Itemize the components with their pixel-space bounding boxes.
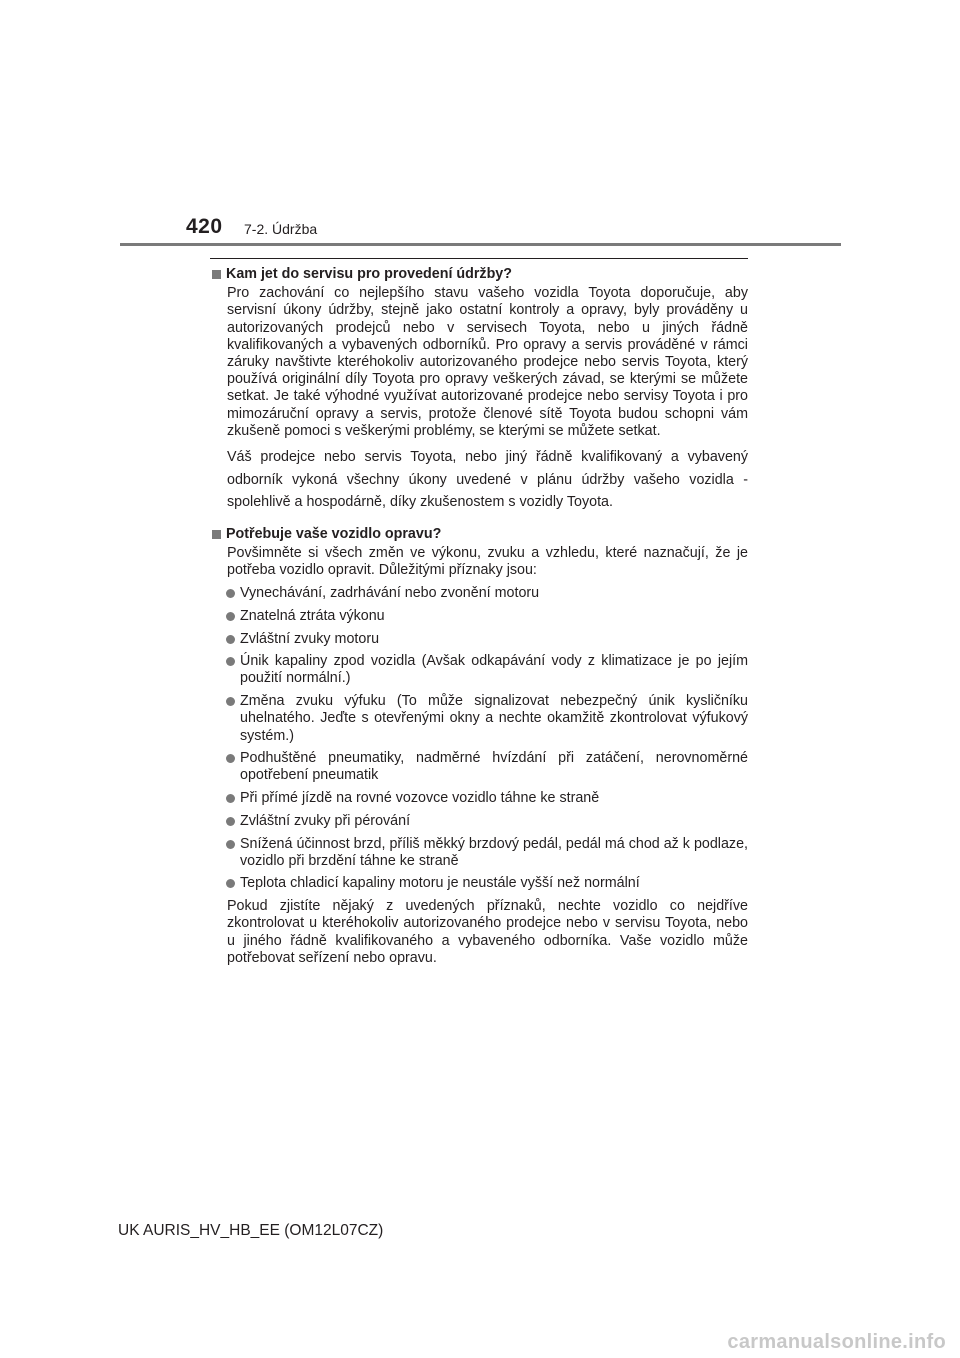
- list-item: Zvláštní zvuky při pérování: [210, 813, 748, 830]
- round-bullet-icon: [226, 794, 235, 803]
- section-heading: [210, 266, 748, 283]
- list-item: Podhuštěné pneumatiky, nadměrné hvízdání při zatáčení, nerovnoměrné opotřebení pneumatik: [210, 750, 748, 784]
- round-bullet-icon: [226, 754, 235, 763]
- round-bullet-icon: [226, 635, 235, 644]
- list-item: Vynechávání, zadrhávání nebo zvonění motoru: [210, 585, 748, 602]
- paragraph: Váš prodejce nebo servis Toyota, nebo jiný řádně kvalifikovaný a vybavený odborník vykoná všechny úkony uvedené v plánu údržby vašeho vozidla - spolehlivě a hospodárně, díky zkušenostem s vozidly Toyota.: [227, 449, 748, 511]
- round-bullet-icon: [226, 697, 235, 706]
- round-bullet-icon: [226, 817, 235, 826]
- section-heading: [210, 526, 748, 543]
- paragraph: Pokud zjistíte nějaký z uvedených příznaků, nechte vozidlo co nejdříve zkontrolovat u kteréhokoliv autorizovaného prodejce nebo v servisu Toyota, nebo u jiného řádně kvalifikovaného a vybaveného odborníka. Vaše vozidlo může potřebovat seřízení nebo opravu.: [227, 898, 748, 966]
- list-item: Únik kapaliny zpod vozidla (Avšak odkapávání vody z klimatizace je po jejím použití normální.): [210, 653, 748, 687]
- section-heading-text: Kam jet do servisu pro provedení údržby?: [226, 266, 512, 282]
- page-number: 420: [186, 215, 223, 238]
- round-bullet-icon: [226, 840, 235, 849]
- section-heading-text: Potřebuje vaše vozidlo opravu?: [226, 525, 442, 542]
- symptom-list: [210, 585, 748, 893]
- square-bullet-icon: [212, 530, 221, 539]
- paragraph: Povšimněte si všech změn ve výkonu, zvuku a vzhledu, které naznačují, že je potřeba vozidlo opravit. Důležitými příznaky jsou:: [227, 544, 748, 578]
- page-content: [210, 266, 748, 973]
- list-item: Změna zvuku výfuku (To může signalizovat nebezpečný únik kysličníku uhelnatého. Jeďte s otevřenými okny a nechte okamžitě zkontrolovat výfukový systém.): [210, 693, 748, 745]
- section-title: 7-2. Údržba: [244, 221, 318, 237]
- square-bullet-icon: [212, 270, 221, 279]
- content-top-rule: [210, 258, 748, 259]
- round-bullet-icon: [226, 879, 235, 888]
- list-item: Snížená účinnost brzd, příliš měkký brzdový pedál, pedál má chod až k podlaze, vozidlo při brzdění táhne ke straně: [210, 836, 748, 870]
- paragraph: Pro zachování co nejlepšího stavu vašeho vozidla Toyota doporučuje, aby servisní úkony údržby, stejně jako ostatní kontroly a opravy, byly prováděny u autorizovaných prodejců nebo v servisech Toyota, nebo u jiných řádně kvalifikovaných a vybavených odborníků. Pro opravy a servis prováděné v rámci záruky navštivte kteréhokoliv autorizovaného prodejce nebo servis Toyota, který používá originální díly Toyota pro opravy veškerých závad, se kterými se můžete setkat. Je také výhodné využívat autorizované prodejce nebo servisy Toyota i pro mimozáruční opravy a servis, protože členové sítě Toyota budou schopni vám zkušeně pomoci s veškerými problémy, se kterými se můžete setkat.: [227, 285, 748, 439]
- list-item: Znatelná ztráta výkonu: [210, 608, 748, 625]
- list-item: Zvláštní zvuky motoru: [210, 631, 748, 648]
- round-bullet-icon: [226, 612, 235, 621]
- list-item: Při přímé jízdě na rovné vozovce vozidlo táhne ke straně: [210, 790, 748, 807]
- watermark-logo: carmanualsonline.info: [727, 1331, 946, 1353]
- list-item: Teplota chladicí kapaliny motoru je neustále vyšší než normální: [210, 875, 748, 892]
- round-bullet-icon: [226, 657, 235, 666]
- header-rule: [120, 243, 841, 246]
- model-code-footer: UK AURIS_HV_HB_EE (OM12L07CZ): [118, 1222, 384, 1239]
- round-bullet-icon: [226, 589, 235, 598]
